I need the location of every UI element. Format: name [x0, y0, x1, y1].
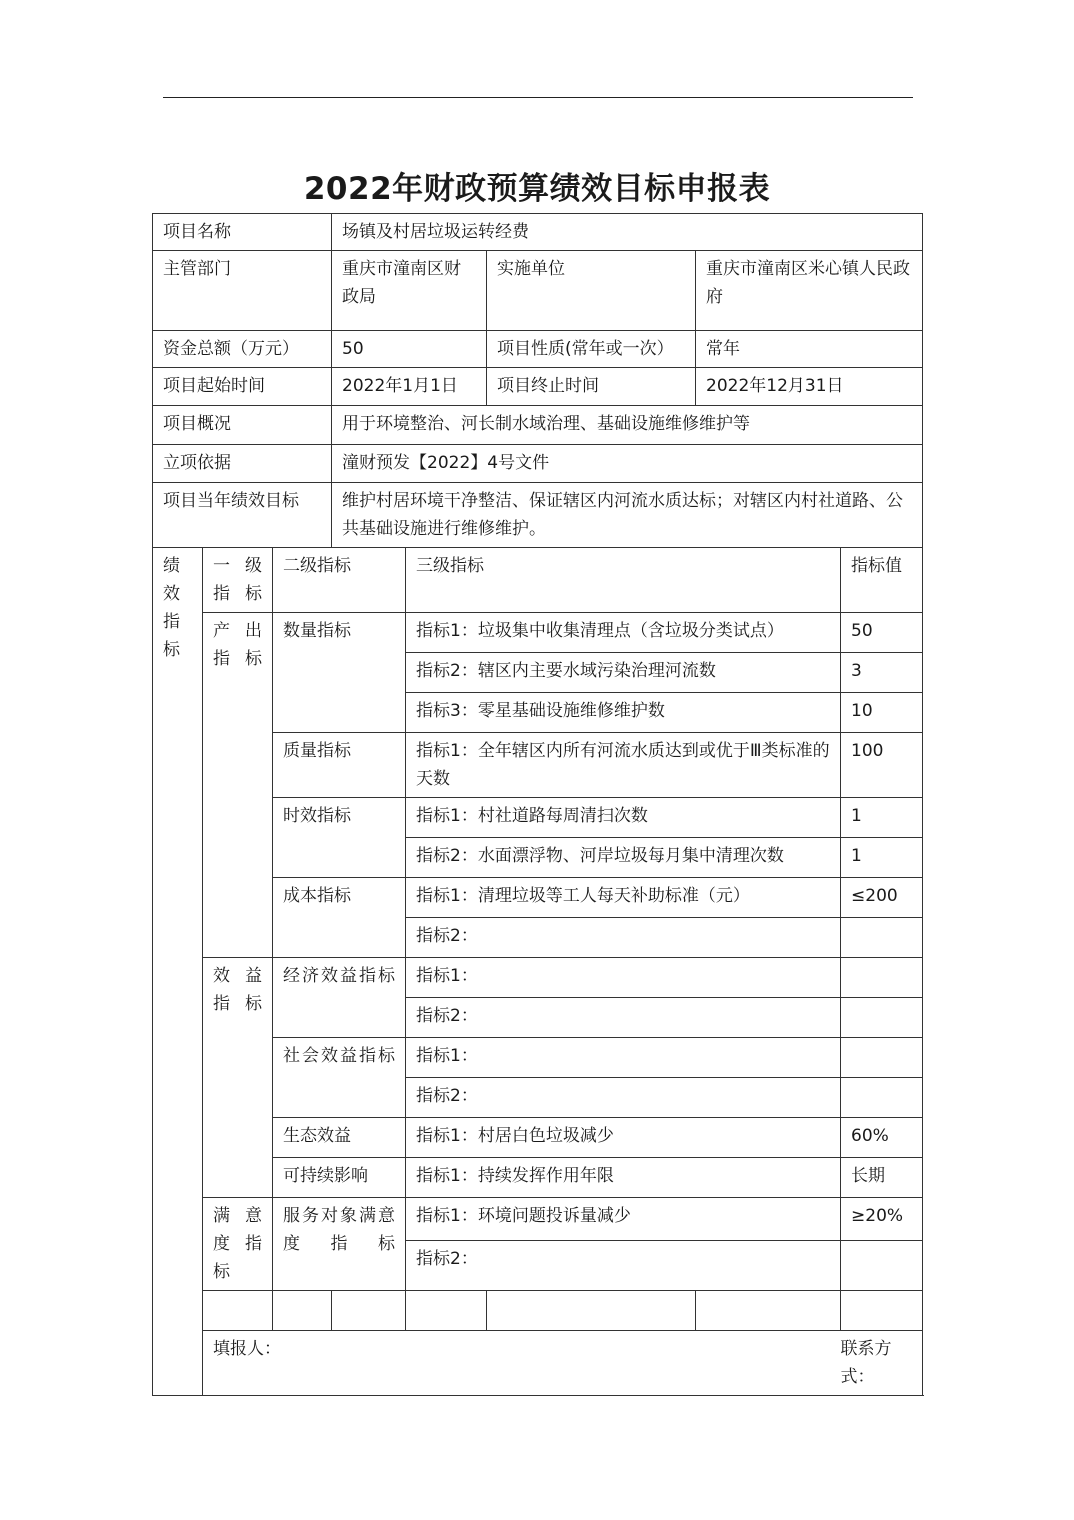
blank-cell [487, 1291, 696, 1331]
quantity-indicator-3: 指标3：零星基础设施维修维护数 [406, 693, 841, 733]
blank-cell [273, 1291, 332, 1331]
basis-value: 潼财预发【2022】4号文件 [332, 445, 923, 483]
timeliness-label: 时效指标 [273, 798, 406, 878]
timeliness-indicator-2: 指标2：水面漂浮物、河岸垃圾每月集中清理次数 [406, 838, 841, 878]
sustain-value-1: 长期 [841, 1158, 923, 1198]
blank-cell [406, 1291, 487, 1331]
social-value-2 [841, 1078, 923, 1118]
eco-indicator-1: 指标1：村居白色垃圾减少 [406, 1118, 841, 1158]
service-satisfaction-label: 服务对象满意度指标 [273, 1198, 406, 1291]
row-economic-1 [153, 958, 923, 998]
dept-value: 重庆市潼南区财政局 [332, 251, 487, 331]
row-dates [153, 368, 923, 406]
fund-label: 资金总额（万元） [153, 331, 332, 368]
header-level1: 一级指标 [203, 548, 273, 613]
row-department [153, 251, 923, 331]
start-label: 项目起始时间 [153, 368, 332, 406]
performance-indicator-side-label: 绩效指标 [153, 548, 203, 1396]
end-value: 2022年12月31日 [696, 368, 923, 406]
goal-label: 项目当年绩效目标 [153, 483, 332, 548]
row-basis [153, 445, 923, 483]
header-rule [163, 97, 913, 98]
goal-value: 维护村居环境干净整洁、保证辖区内河流水质达标；对辖区内村社道路、公共基础设施进行维修维护。 [332, 483, 923, 548]
quality-value-1: 100 [841, 733, 923, 798]
timeliness-indicator-1: 指标1：村社道路每周清扫次数 [406, 798, 841, 838]
blank-cell [332, 1291, 406, 1331]
economic-label: 经济效益指标 [273, 958, 406, 1038]
budget-form-table [152, 213, 923, 1396]
benefit-indicator-label: 效益指标 [203, 958, 273, 1198]
header-value: 指标值 [841, 548, 923, 613]
nature-value: 常年 [696, 331, 923, 368]
impl-value: 重庆市潼南区米心镇人民政府 [696, 251, 923, 331]
timeliness-value-2: 1 [841, 838, 923, 878]
blank-cell [203, 1291, 273, 1331]
quality-label: 质量指标 [273, 733, 406, 798]
project-name-label: 项目名称 [153, 214, 332, 251]
cost-label: 成本指标 [273, 878, 406, 958]
sustain-indicator-1: 指标1：持续发挥作用年限 [406, 1158, 841, 1198]
document-title: 2022年财政预算绩效目标申报表 [303, 171, 771, 207]
impl-label: 实施单位 [487, 251, 696, 331]
row-project-name [153, 214, 923, 251]
quantity-label: 数量指标 [273, 613, 406, 733]
row-satisfaction-1 [153, 1198, 923, 1241]
economic-value-1 [841, 958, 923, 998]
eco-label: 生态效益 [273, 1118, 406, 1158]
economic-value-2 [841, 998, 923, 1038]
dept-label: 主管部门 [153, 251, 332, 331]
economic-indicator-2: 指标2： [406, 998, 841, 1038]
social-label: 社会效益指标 [273, 1038, 406, 1118]
eco-value-1: 60% [841, 1118, 923, 1158]
overview-value: 用于环境整治、河长制水域治理、基础设施维修维护等 [332, 406, 923, 445]
blank-cell [696, 1291, 841, 1331]
quantity-value-2: 3 [841, 653, 923, 693]
header-level3: 三级指标 [406, 548, 841, 613]
satisfaction-value-2 [841, 1241, 923, 1291]
contact-label: 联系方式： [841, 1331, 923, 1396]
row-goal [153, 483, 923, 548]
end-label: 项目终止时间 [487, 368, 696, 406]
cost-indicator-2: 指标2： [406, 918, 841, 958]
quantity-indicator-1: 指标1：垃圾集中收集清理点（含垃圾分类试点） [406, 613, 841, 653]
social-indicator-2: 指标2： [406, 1078, 841, 1118]
quantity-indicator-2: 指标2：辖区内主要水域污染治理河流数 [406, 653, 841, 693]
quantity-value-3: 10 [841, 693, 923, 733]
row-fund [153, 331, 923, 368]
fund-value: 50 [332, 331, 487, 368]
cost-value-2 [841, 918, 923, 958]
satisfaction-indicator-1: 指标1：环境问题投诉量减少 [406, 1198, 841, 1241]
basis-label: 立项依据 [153, 445, 332, 483]
nature-label: 项目性质(常年或一次） [487, 331, 696, 368]
row-quantity-1 [153, 613, 923, 653]
sustain-label: 可持续影响 [273, 1158, 406, 1198]
cost-indicator-1: 指标1：清理垃圾等工人每天补助标准（元） [406, 878, 841, 918]
filler-label: 填报人： [203, 1331, 841, 1396]
satisfaction-indicator-2: 指标2： [406, 1241, 841, 1291]
cost-value-1: ≤200 [841, 878, 923, 918]
row-indicator-header [153, 548, 923, 613]
project-name-value: 场镇及村居垃圾运转经费 [332, 214, 923, 251]
social-value-1 [841, 1038, 923, 1078]
satisfaction-indicator-label: 满意度指标 [203, 1198, 273, 1291]
row-blank [153, 1291, 923, 1331]
satisfaction-value-1: ≥20% [841, 1198, 923, 1241]
header-level2: 二级指标 [273, 548, 406, 613]
row-footer [153, 1331, 923, 1396]
timeliness-value-1: 1 [841, 798, 923, 838]
overview-label: 项目概况 [153, 406, 332, 445]
row-overview [153, 406, 923, 445]
quantity-value-1: 50 [841, 613, 923, 653]
output-indicator-label: 产出指标 [203, 613, 273, 958]
quality-indicator-1: 指标1：全年辖区内所有河流水质达到或优于Ⅲ类标准的天数 [406, 733, 841, 798]
start-value: 2022年1月1日 [332, 368, 487, 406]
economic-indicator-1: 指标1： [406, 958, 841, 998]
social-indicator-1: 指标1： [406, 1038, 841, 1078]
blank-cell [841, 1291, 923, 1331]
